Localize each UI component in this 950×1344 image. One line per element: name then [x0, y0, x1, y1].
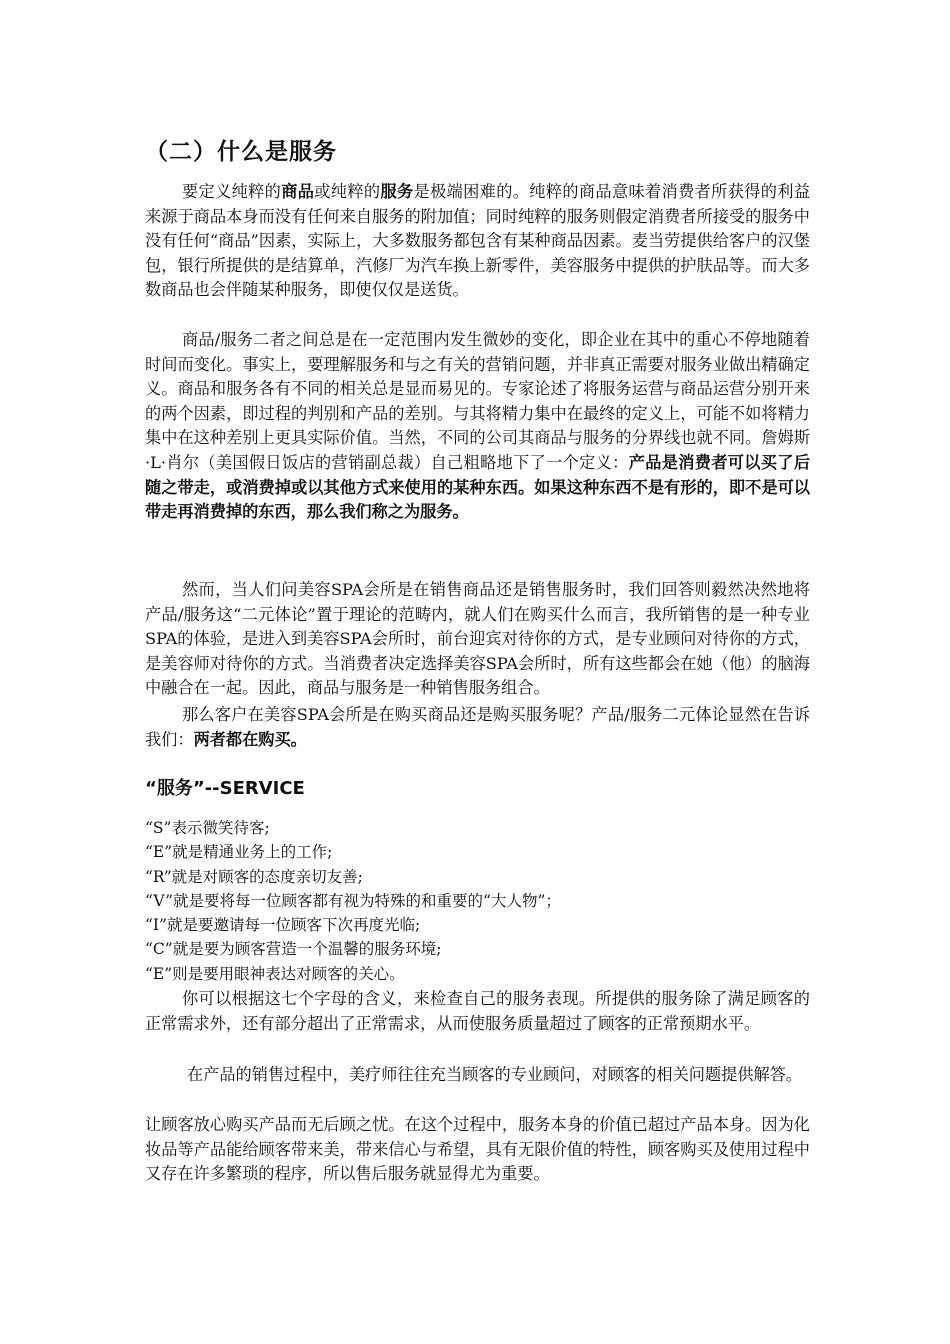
list-item: “V”就是要将每一位顾客都有视为特殊的和重要的“大人物”； [145, 891, 561, 910]
section-title-what-is-service: （二）什么是服务 [145, 139, 337, 165]
paragraph-both-purchased: 那么客户在美容SPA会所是在购买商品还是购买服务呢？产品/服务二元体论显然在告诉我们：两者都在购买。 [145, 705, 810, 749]
list-item: “I”就是要邀请每一位顾客下次再度光临; [145, 916, 421, 935]
paragraph-consultant: 在产品的销售过程中，美疗师往往充当顾客的专业顾问，对顾客的相关问题提供解答。 [187, 1065, 803, 1084]
paragraph-spa-experience: 然而，当人们问美容SPA会所是在销售商品还是销售服务时，我们回答则毅然决然地将产品/服务这“二元体论”置于理论的范畴内，就人们在购买什么而言，我所销售的是一种专业SPA的体验，是进入到美容SPA会所时，前台迎宾对待你的方式，是专业顾问对待你的方式，是美容师对待你的方式。当消费者决定选择美容SPA会所时，所有这些都会在她（他）的脑海中融合在一起。因此，商品与服务是一种销售服务组合。 [145, 580, 810, 698]
list-item: “C”就是要为顾客营造一个温馨的服务环境; [145, 940, 442, 959]
bold-term-goods: 商品 [281, 182, 315, 201]
list-item: “E”则是要用眼神表达对顾客的关心。 [145, 964, 405, 983]
bold-definition: 产品是消费者可以买了后随之带走，或消费掉或以其他方式来使用的某种东西。如果这种东西不是有形的，即不是可以带走再消费掉的东西，那么我们称之为服务。 [145, 452, 811, 522]
bold-conclusion: 两者都在购买。 [193, 729, 307, 749]
paragraph-self-check: 你可以根据这七个字母的含义，来检查自己的服务表现。所提供的服务除了满足顾客的正常需求外，还有部分超出了正常需求，从而使服务质量超过了顾客的正常预期水平。 [145, 989, 810, 1033]
paragraph-definition: 要定义纯粹的商品或纯粹的服务是极端困难的。纯粹的商品意味着消费者所获得的利益来源于商品本身而没有任何来自服务的附加值；同时纯粹的服务则假定消费者所接受的服务中没有任何“商品”因素，实际上，大多数服务都包含有某种商品因素。麦当劳提供给客户的汉堡包，银行所提供的是结算单，汽修厂为汽车换上新零件，美容服务中提供的护肤品等。而大多数商品也会伴随某种服务，即使仅仅是送货。 [145, 182, 811, 300]
list-item: “S”表示微笑待客; [145, 819, 270, 837]
section-title-service-acronym: “服务”--SERVICE [145, 778, 305, 799]
service-letter-list [145, 816, 810, 986]
paragraph-goods-service: 商品/服务二者之间总是在一定范围内发生微妙的变化，即企业在其中的重心不停地随着时间而变化。事实上，要理解服务和与之有关的营销问题，并非真正需要对服务业做出精确定义。商品和服务各有不同的相关总是显而易见的。专家论述了将服务运营与商品运营分别开来的两个因素，即过程的判别和产品的差别。与其将精力集中在最终的定义上，可能不如将精力集中在这种差别上更具实际价值。当然，不同的公司其商品与服务的分界线也就不同。詹姆斯·L·肖尔（美国假日饭店的营销副总裁）自己粗略地下了一个定义：产品是消费者可以买了后随之带走，或消费掉或以其他方式来使用的某种东西。如果这种东西不是有形的，即不是可以带走再消费掉的东西，那么我们称之为服务。 [145, 330, 811, 522]
bold-term-service: 服务 [380, 182, 414, 201]
list-item: “R”就是对顾客的态度亲切友善; [145, 867, 363, 886]
list-item: “E”就是精通业务上的工作; [145, 843, 333, 862]
paragraph-after-sales: 让顾客放心购买产品而无后顾之忧。在这个过程中，服务本身的价值已超过产品本身。因为化妆品等产品能给顾客带来美，带来信心与希望，具有无限价值的特性，顾客购买及使用过程中又存在许多繁琐的程序，所以售后服务就显得尤为重要。 [145, 1115, 810, 1184]
